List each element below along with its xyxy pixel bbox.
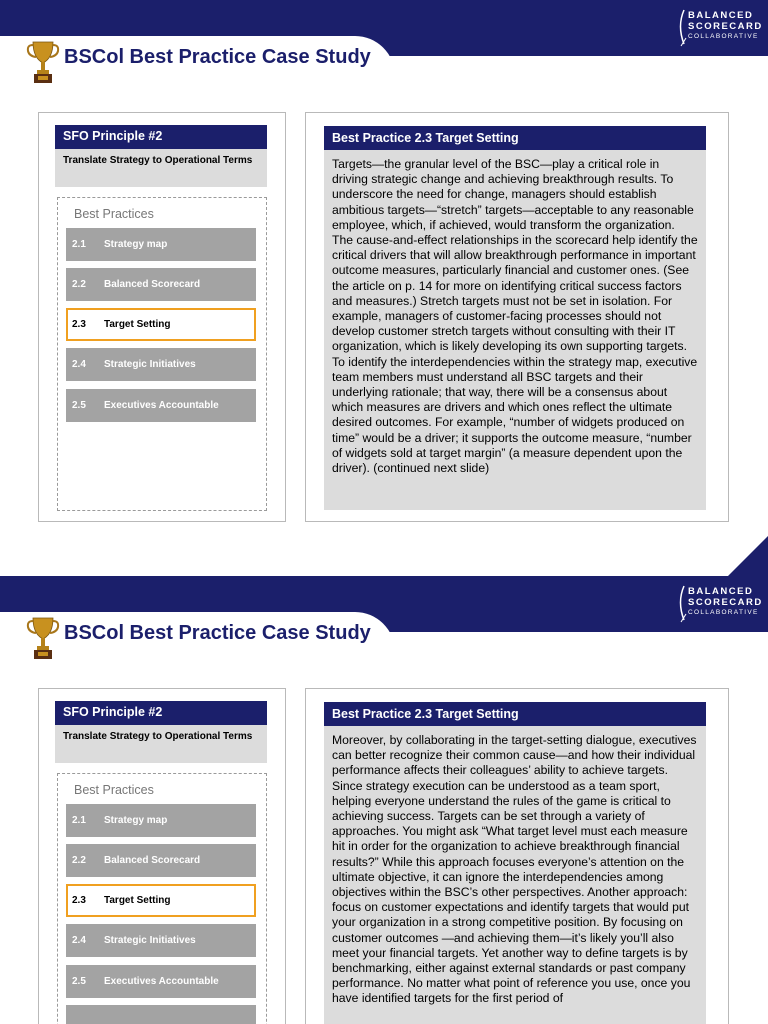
item-number: 2.5 xyxy=(72,400,86,411)
content-heading: Best Practice 2.3 Target Setting xyxy=(324,126,706,150)
logo-line-3: COLLABORATIVE xyxy=(688,609,759,616)
logo-arc-icon xyxy=(676,584,688,624)
corner-triangle xyxy=(728,536,768,576)
best-practice-item-2-3[interactable] xyxy=(66,308,256,341)
trophy-icon xyxy=(26,614,60,662)
logo-line-1: BALANCED xyxy=(688,10,754,21)
item-label: Balanced Scorecard xyxy=(104,279,201,290)
item-label: Strategy map xyxy=(104,815,168,826)
item-label: Executives Accountable xyxy=(104,400,219,411)
item-number: 2.2 xyxy=(72,855,86,866)
best-practice-item-2-5[interactable] xyxy=(66,965,256,998)
item-number: 2.4 xyxy=(72,359,86,370)
slide-2 xyxy=(0,576,768,1024)
best-practice-item-2-2[interactable] xyxy=(66,844,256,877)
principle-subtitle: Translate Strategy to Operational Terms xyxy=(55,725,267,763)
page-title: BSCol Best Practice Case Study xyxy=(64,622,371,644)
best-practice-item-extra[interactable] xyxy=(66,1005,256,1024)
best-practice-item-2-3[interactable] xyxy=(66,884,256,917)
best-practice-item-2-2[interactable] xyxy=(66,268,256,301)
item-label: Executives Accountable xyxy=(104,976,219,987)
item-label: Strategy map xyxy=(104,239,168,250)
content-heading: Best Practice 2.3 Target Setting xyxy=(324,702,706,726)
content-panel xyxy=(305,688,729,1024)
logo-line-3: COLLABORATIVE xyxy=(688,33,759,40)
logo-arc-icon xyxy=(676,8,688,48)
item-label: Strategic Initiatives xyxy=(104,935,196,946)
best-practices-title: Best Practices xyxy=(74,207,154,221)
item-number: 2.2 xyxy=(72,279,86,290)
trophy-icon xyxy=(26,38,60,86)
best-practice-item-2-1[interactable] xyxy=(66,804,256,837)
best-practice-item-2-4[interactable] xyxy=(66,924,256,957)
content-body: Moreover, by collaborating in the target-setting dialogue, executives can better recognize their common cause—and how their individual performance affects their colleagues’ ability to achieve targets. Since strategy execution can be understood as a team sport, helping everyone understand the rules of the game is critical to achieving success. Targets can be set through a variety of approaches. You might ask “What target level must each measure hit in order for the organization to achieve breakthrough financial results?” While this approach focuses everyone’s attention on the ultimate objective, it can ignore the interdependencies among objectives within the BSC’s other perspectives. Another approach: focus on customer expectations and identify targets that would put your organization in a strong competitive position. By focusing on customer outcomes —and achieving them—it’s likely you’ll also meet your financial targets. Yet another way to define targets is by benchmarking, either against external standards or past company performance. No matter what point of reference you use, once you have identified targets for the first period of xyxy=(324,726,706,1024)
content-panel xyxy=(305,112,729,522)
item-label: Balanced Scorecard xyxy=(104,855,201,866)
best-practices-title: Best Practices xyxy=(74,783,154,797)
best-practice-item-2-1[interactable] xyxy=(66,228,256,261)
page-title: BSCol Best Practice Case Study xyxy=(64,46,371,68)
logo-line-2: SCORECARD xyxy=(688,597,763,608)
bsc-logo xyxy=(676,584,766,624)
item-label: Target Setting xyxy=(104,319,171,330)
item-number: 2.3 xyxy=(72,895,86,906)
principle-panel xyxy=(38,688,286,1024)
item-number: 2.5 xyxy=(72,976,86,987)
item-number: 2.1 xyxy=(72,239,86,250)
logo-line-1: BALANCED xyxy=(688,586,754,597)
item-number: 2.1 xyxy=(72,815,86,826)
item-label: Strategic Initiatives xyxy=(104,359,196,370)
item-number: 2.3 xyxy=(72,319,86,330)
best-practices-box xyxy=(57,197,267,511)
best-practices-box xyxy=(57,773,267,1024)
best-practice-item-2-4[interactable] xyxy=(66,348,256,381)
principle-panel xyxy=(38,112,286,522)
bsc-logo xyxy=(676,8,766,48)
principle-heading: SFO Principle #2 xyxy=(55,701,267,725)
best-practice-item-2-5[interactable] xyxy=(66,389,256,422)
principle-heading: SFO Principle #2 xyxy=(55,125,267,149)
content-body: Targets—the granular level of the BSC—play a critical role in driving strategic change and achieving breakthrough results. To underscore the need for change, managers should establish ambitious targets—“stretch” targets—acceptable to any reasonable employee, which, if achieved, would transform the organization. The cause-and-effect relationships in the scorecard help identify the critical drivers that will allow breakthrough performance in important outcome measures, particularly financial and customer ones. (See the article on p. 14 for more on identifying critical success factors and measures.) Stretch targets must not be set in isolation. For example, managers of customer-facing processes should not develop customer stretch targets without consulting with their IT organization, which is likely developing its own supporting targets. To identify the interdependencies within the strategy map, executive team members must understand all BSC targets and their underlying rationale; that way, there will be a consensus about which measures are drivers and which ones reflect the ultimate desired outcomes. For example, “number of widgets produced on time” would be a driver; it supports the outcome measure, “number of widgets sold at target margin” (a measure dependent upon the driver). (continued next slide) xyxy=(324,150,706,510)
item-number: 2.4 xyxy=(72,935,86,946)
principle-subtitle: Translate Strategy to Operational Terms xyxy=(55,149,267,187)
logo-line-2: SCORECARD xyxy=(688,21,763,32)
item-label: Target Setting xyxy=(104,895,171,906)
